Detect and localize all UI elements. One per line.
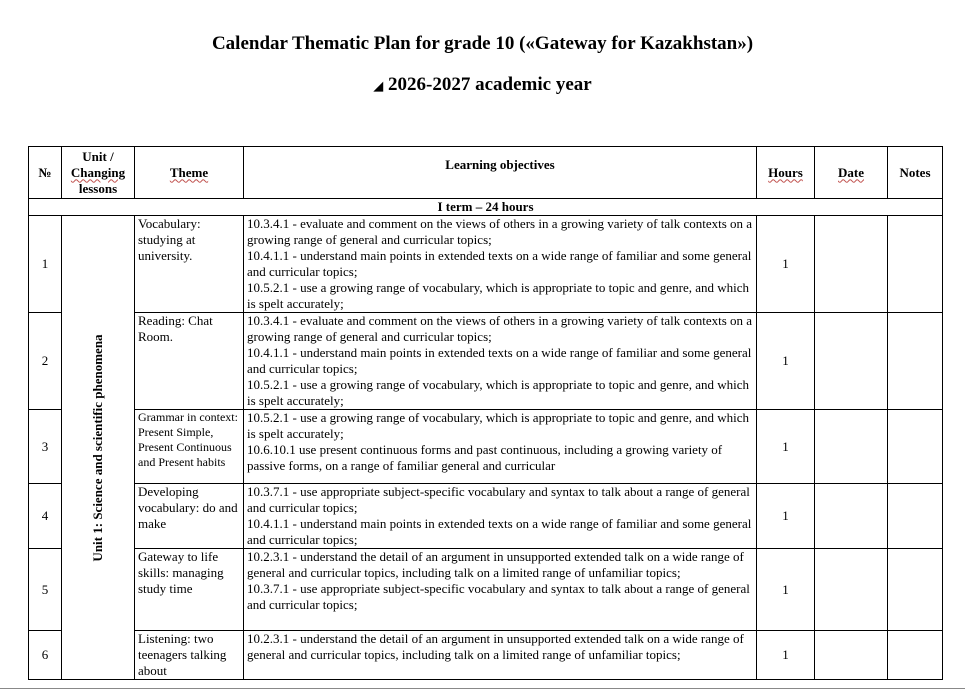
- unit-label: Unit 1: Science and scientific phenomena: [90, 333, 105, 562]
- year-marker-icon: ◢: [373, 78, 384, 93]
- thematic-plan-table: [28, 146, 943, 680]
- header-objectives-label: Learning objectives: [445, 157, 555, 172]
- objective: 10.3.4.1 - evaluate and comment on the views of others in a growing variety of talk contexts on a growing range of general and curricular topics;: [247, 216, 753, 247]
- row-objectives: [244, 410, 757, 484]
- row-number: 3: [29, 410, 62, 484]
- objective: 10.6.10.1 use present continuous forms and past continuous, including a growing variety of passive forms, on a range of familiar general and curricular: [247, 442, 723, 473]
- row-objectives: [244, 549, 757, 631]
- header-date: [815, 147, 888, 199]
- row-notes[interactable]: [888, 216, 943, 313]
- table-row: [29, 410, 943, 484]
- row-notes[interactable]: [888, 410, 943, 484]
- header-num: №: [29, 147, 62, 199]
- unit-cell: [62, 216, 135, 680]
- row-notes[interactable]: [888, 313, 943, 410]
- term-label: I term – 24 hours: [29, 199, 943, 216]
- row-objectives: [244, 216, 757, 313]
- objective: 10.2.3.1 - understand the detail of an argument in unsupported extended talk on a wide range of general and curricular topics, including talk on a limited range of unfamiliar topics;: [247, 549, 744, 580]
- row-notes[interactable]: [888, 484, 943, 549]
- row-date[interactable]: [815, 216, 888, 313]
- row-date[interactable]: [815, 484, 888, 549]
- academic-year: 2026-2027 academic year: [388, 74, 592, 95]
- header-hours: [757, 147, 815, 199]
- row-number: 1: [29, 216, 62, 313]
- objective: 10.5.2.1 - use a growing range of vocabulary, which is appropriate to topic and genre, and which is spelt accurately;: [247, 377, 750, 408]
- page-edge-divider: [0, 688, 965, 689]
- header-theme: [135, 147, 244, 199]
- objective: 10.5.2.1 - use a growing range of vocabulary, which is appropriate to topic and genre, and which is spelt accurately;: [247, 280, 750, 311]
- table-row: [29, 313, 943, 410]
- row-date[interactable]: [815, 549, 888, 631]
- row-hours: 1: [757, 216, 815, 313]
- objective: 10.4.1.1 - understand main points in extended texts on a wide range of familiar and some general and curricular topics;: [247, 248, 752, 279]
- row-date[interactable]: [815, 313, 888, 410]
- objective: 10.5.2.1 - use a growing range of vocabulary, which is appropriate to topic and genre, and which is spelt accurately;: [247, 410, 750, 441]
- objective: 10.3.7.1 - use appropriate subject-specific vocabulary and syntax to talk about a range of general and curricular topics;: [247, 484, 750, 515]
- row-theme: Reading: Chat Room.: [135, 313, 244, 410]
- objective: 10.4.1.1 - understand main points in extended texts on a wide range of familiar and some general and curricular topics;: [247, 345, 752, 376]
- term-row: [29, 199, 943, 216]
- header-objectives: [244, 147, 757, 199]
- objective: 10.4.1.1 - understand main points in extended texts on a wide range of familiar and some general and curricular topics;: [247, 516, 752, 547]
- row-date[interactable]: [815, 410, 888, 484]
- row-hours: 1: [757, 631, 815, 680]
- header-date-label: Date: [838, 164, 864, 180]
- objective: 10.3.4.1 - evaluate and comment on the views of others in a growing variety of talk contexts on a growing range of general and curricular topics;: [247, 313, 753, 344]
- row-notes[interactable]: [888, 549, 943, 631]
- header-notes: Notes: [888, 147, 943, 199]
- row-theme: Developing vocabulary: do and make: [135, 484, 244, 549]
- header-theme-label: Theme: [169, 164, 209, 180]
- document-title: Calendar Thematic Plan for grade 10 («Gateway for Kazakhstan»): [211, 33, 754, 54]
- table-row: [29, 216, 943, 313]
- row-theme: Grammar in context: Present Simple, Present Continuous and Present habits: [135, 410, 244, 484]
- objective: 10.2.3.1 - understand the detail of an argument in unsupported extended talk on a wide range of general and curricular topics, including talk on a limited range of unfamiliar topics;: [247, 631, 744, 662]
- row-theme: Gateway to life skills: managing study time: [135, 549, 244, 631]
- row-hours: 1: [757, 549, 815, 631]
- row-hours: 1: [757, 313, 815, 410]
- row-number: 5: [29, 549, 62, 631]
- row-notes[interactable]: [888, 631, 943, 680]
- row-number: 2: [29, 313, 62, 410]
- row-objectives: [244, 484, 757, 549]
- table-row: [29, 549, 943, 631]
- table-row: [29, 631, 943, 680]
- header-row: [29, 147, 943, 199]
- header-unit-line3: lessons: [78, 180, 118, 196]
- academic-year-heading: [0, 74, 965, 96]
- row-hours: 1: [757, 410, 815, 484]
- row-objectives: [244, 313, 757, 410]
- row-date[interactable]: [815, 631, 888, 680]
- header-hours-label: Hours: [768, 164, 803, 180]
- row-objectives: [244, 631, 757, 680]
- objective: 10.3.7.1 - use appropriate subject-specific vocabulary and syntax to talk about a range of general and curricular topics;: [247, 581, 750, 612]
- row-number: 4: [29, 484, 62, 549]
- header-unit-line1: Unit /: [82, 148, 114, 164]
- table-row: [29, 484, 943, 549]
- row-theme: Vocabulary: studying at university.: [135, 216, 244, 313]
- row-theme: Listening: two teenagers talking about: [135, 631, 244, 680]
- row-hours: 1: [757, 484, 815, 549]
- header-unit: [62, 147, 135, 199]
- header-unit-line2: Changing: [70, 164, 126, 180]
- row-number: 6: [29, 631, 62, 680]
